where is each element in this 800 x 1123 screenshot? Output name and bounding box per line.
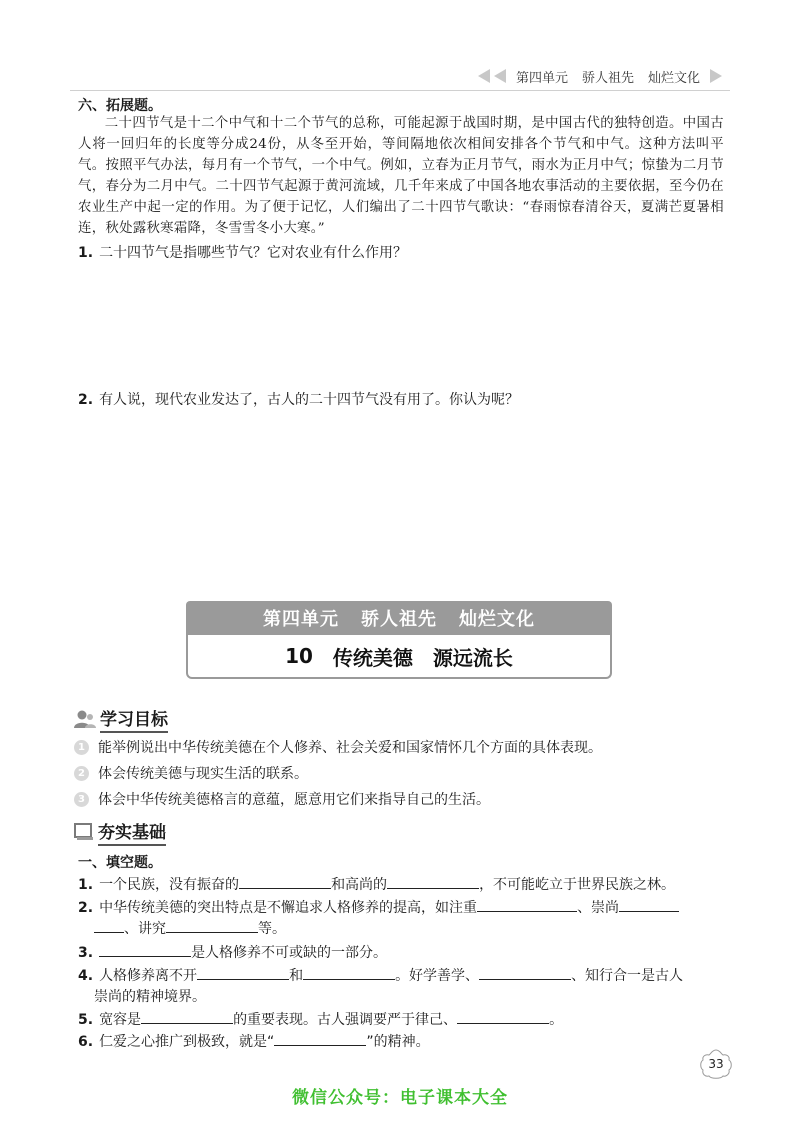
goal-text: 体会传统美德与现实生活的联系。 <box>98 766 308 782</box>
header-divider <box>70 90 730 91</box>
goal-number-icon: 2 <box>74 766 89 781</box>
item-number: 1. <box>78 877 94 893</box>
fill-item-1 <box>78 874 675 894</box>
item-text: 、崇尚 <box>577 900 620 916</box>
item-text: 人格修养离不开 <box>99 968 198 984</box>
item-number: 6. <box>78 1034 94 1050</box>
section-title: 六、拓展题。 <box>78 98 162 114</box>
answer-blank[interactable] <box>619 898 679 912</box>
header-unit: 第四单元 <box>515 70 568 86</box>
item-text: 崇尚的精神境界。 <box>94 989 206 1005</box>
reading-paragraph: 二十四节气是十二个中气和十二个节气的总称，可能起源于战国时期，是中国古代的独特创造。中国古人将一回归年的长度等分成24份，从冬至开始，等间隔地依次相间安排各个节气和中气。这种方法叫平气。按照平气办法，每月有一个节气，一个中气。例如，立春为正月节气，雨水为正月中气；惊蛰为二月节气，春分为二月中气。二十四节气起源于黄河流域，几千年来成了中国各地农事活动的主要依据，至今仍在农业生产中起一定的作用。为了便于记忆，人们编出了二十四节气歌诀：“春雨惊春清谷天，夏满芒夏暑相连，秋处露秋寒霜降，冬雪雪冬小大寒。” <box>78 116 724 236</box>
item-text: 的重要表现。古人强调要严于律己、 <box>233 1012 458 1028</box>
answer-blank[interactable] <box>239 875 331 889</box>
question-text: 有人说，现代农业发达了，古人的二十四节气没有用了。你认为呢？ <box>99 392 520 408</box>
basics-title: 夯实基础 <box>98 818 166 846</box>
answer-blank[interactable] <box>197 966 289 980</box>
header-arrow-icon <box>478 69 490 83</box>
banner-lesson-title <box>186 635 612 679</box>
item-text: 中华传统美德的突出特点是不懈追求人格修养的提高，如注重 <box>99 900 478 916</box>
answer-blank[interactable] <box>166 919 258 933</box>
answer-blank[interactable] <box>141 1010 233 1024</box>
goals-heading <box>74 705 168 733</box>
goal-item <box>74 789 490 809</box>
item-text: 和高尚的 <box>331 877 388 893</box>
lesson-title-part1: 传统美德 <box>332 645 413 670</box>
running-header <box>478 64 722 88</box>
answer-blank[interactable] <box>387 875 479 889</box>
header-theme2: 灿烂文化 <box>647 70 700 86</box>
item-number: 3. <box>78 945 94 961</box>
header-theme1: 骄人祖先 <box>581 70 634 86</box>
basics-heading <box>74 818 166 846</box>
goal-number-icon: 1 <box>74 740 89 755</box>
item-text: 、讲究 <box>124 921 166 937</box>
lesson-title-part2: 源远流长 <box>432 645 513 670</box>
answer-blank[interactable] <box>99 943 191 957</box>
item-text: 宽容是 <box>99 1012 142 1028</box>
fill-item-4 <box>78 965 683 985</box>
person-icon <box>74 709 96 729</box>
item-text: 。 <box>549 1012 564 1028</box>
goal-text: 能举例说出中华传统美德在个人修养、社会关爱和国家情怀几个方面的具体表现。 <box>98 740 602 756</box>
fill-item-2 <box>78 897 679 917</box>
fill-item-6 <box>78 1031 430 1051</box>
item-number: 4. <box>78 968 94 984</box>
header-arrow-icon <box>494 69 506 83</box>
watermark-text: 微信公众号：电子课本大全 <box>292 1088 508 1108</box>
book-icon <box>74 823 94 841</box>
item-text: ”的精神。 <box>366 1034 430 1050</box>
banner-theme2: 灿烂文化 <box>459 609 535 630</box>
goal-number-icon: 3 <box>74 792 89 807</box>
header-arrow-icon <box>710 69 722 83</box>
banner-unit: 第四单元 <box>263 609 339 630</box>
goal-item <box>74 763 308 783</box>
page-number-badge <box>699 1048 733 1082</box>
page-number: 33 <box>708 1057 724 1071</box>
item-text: 、知行合一是古人 <box>571 968 684 984</box>
question-2 <box>78 389 519 409</box>
item-text: ，不可能屹立于世界民族之林。 <box>479 877 676 893</box>
item-text: 仁爱之心推广到极致，就是“ <box>99 1034 275 1050</box>
item-text: 。好学善学、 <box>395 968 480 984</box>
item-number: 2. <box>78 900 94 916</box>
goal-text: 体会中华传统美德格言的意蕴，愿意用它们来指导自己的生活。 <box>98 792 490 808</box>
goal-item <box>74 737 602 757</box>
item-text: 是人格修养不可或缺的一部分。 <box>191 945 388 961</box>
answer-blank[interactable] <box>479 966 571 980</box>
banner-theme1: 骄人祖先 <box>361 609 437 630</box>
answer-blank[interactable] <box>477 898 577 912</box>
fill-section-title: 一、填空题。 <box>78 855 162 871</box>
answer-blank[interactable] <box>303 966 395 980</box>
item-text: 一个民族，没有振奋的 <box>99 877 240 893</box>
fill-item-3 <box>78 942 387 962</box>
fill-item-5 <box>78 1009 563 1029</box>
item-text: 等。 <box>258 921 286 937</box>
item-number: 5. <box>78 1012 94 1028</box>
lesson-banner <box>186 601 612 681</box>
answer-blank[interactable] <box>457 1010 549 1024</box>
answer-blank[interactable] <box>94 919 124 933</box>
question-1 <box>78 242 407 262</box>
item-text: 和 <box>289 968 304 984</box>
fill-item-4-cont <box>94 986 206 1006</box>
question-number: 2. <box>78 392 94 408</box>
fill-item-2-cont <box>94 918 286 938</box>
question-text: 二十四节气是指哪些节气？它对农业有什么作用？ <box>99 245 408 261</box>
answer-blank[interactable] <box>274 1032 366 1046</box>
lesson-number: 10 <box>285 644 313 668</box>
banner-unit-bar <box>186 601 612 635</box>
goals-title: 学习目标 <box>100 705 168 733</box>
question-number: 1. <box>78 245 94 261</box>
